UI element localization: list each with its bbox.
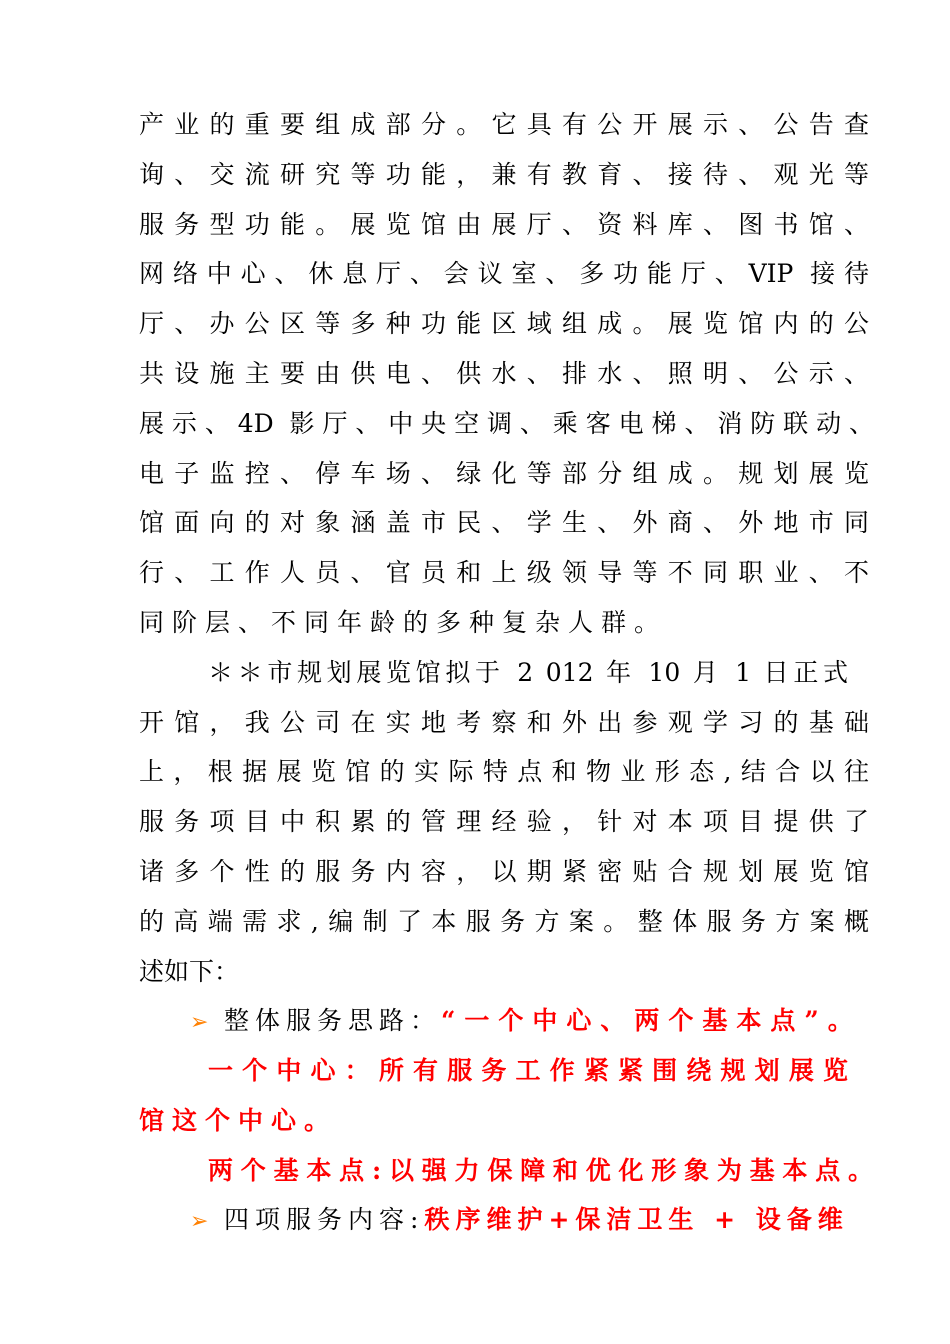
text-line: 上，根据展览馆的实际特点和物业形态,结合以往 <box>139 757 869 786</box>
text-line: 厅、办公区等多种功能区域组成。展览馆内的公 <box>139 309 869 338</box>
text-line: 述如下： <box>139 957 240 986</box>
bullet-value: “一个中心、两个基本点”。 <box>441 1006 862 1035</box>
bullet-label: 整体服务思路： <box>224 1006 442 1035</box>
text-line: ＊＊市规划展览馆拟于 2 012 年 10 月 1 日正式 <box>208 658 848 687</box>
bullet-value: 秩序维护+保洁卫生 + 设备维 <box>424 1205 849 1234</box>
text-line: 诸多个性的服务内容，以期紧密贴合规划展览馆 <box>139 857 869 886</box>
bullet-item-services <box>190 1205 850 1237</box>
bullet-label: 四项服务内容: <box>224 1205 425 1234</box>
text-line: 展示、4D 影厅、中央空调、乘客电梯、消防联动、 <box>139 409 874 438</box>
text-line-points: 两个基本点:以强力保障和优化形象为基本点。 <box>208 1156 873 1185</box>
text-line: 电子监控、停车场、绿化等部分组成。规划展览 <box>139 459 869 488</box>
text-line: 询、交流研究等功能，兼有教育、接待、观光等 <box>139 160 869 189</box>
text-line: 行、工作人员、官员和上级领导等不同职业、不 <box>139 558 869 587</box>
text-line: 共设施主要由供电、供水、排水、照明、公示、 <box>139 359 869 388</box>
text-line: 服务型功能。展览馆由展厅、资料库、图书馆、 <box>139 210 869 239</box>
arrow-bullet-icon: ➢ <box>190 1010 209 1035</box>
text-line: 馆面向的对象涵盖市民、学生、外商、外地市同 <box>139 508 869 537</box>
text-line-center-cont: 馆这个中心。 <box>139 1106 338 1135</box>
text-line: 的高端需求,编制了本服务方案。整体服务方案概 <box>139 907 869 936</box>
text-line: 产业的重要组成部分。它具有公开展示、公告查 <box>139 110 869 139</box>
text-line: 同阶层、不同年龄的多种复杂人群。 <box>139 608 659 637</box>
text-line: 开馆，我公司在实地考察和外出参观学习的基础 <box>139 708 869 737</box>
text-line: 服务项目中积累的管理经验，针对本项目提供了 <box>139 807 869 836</box>
text-line: 网络中心、休息厅、会议室、多功能厅、VIP 接待 <box>139 259 869 288</box>
arrow-bullet-icon: ➢ <box>190 1209 209 1234</box>
bullet-item-service-idea <box>190 1006 880 1038</box>
text-line-center: 一个中心：所有服务工作紧紧围绕规划展览 <box>208 1056 848 1085</box>
